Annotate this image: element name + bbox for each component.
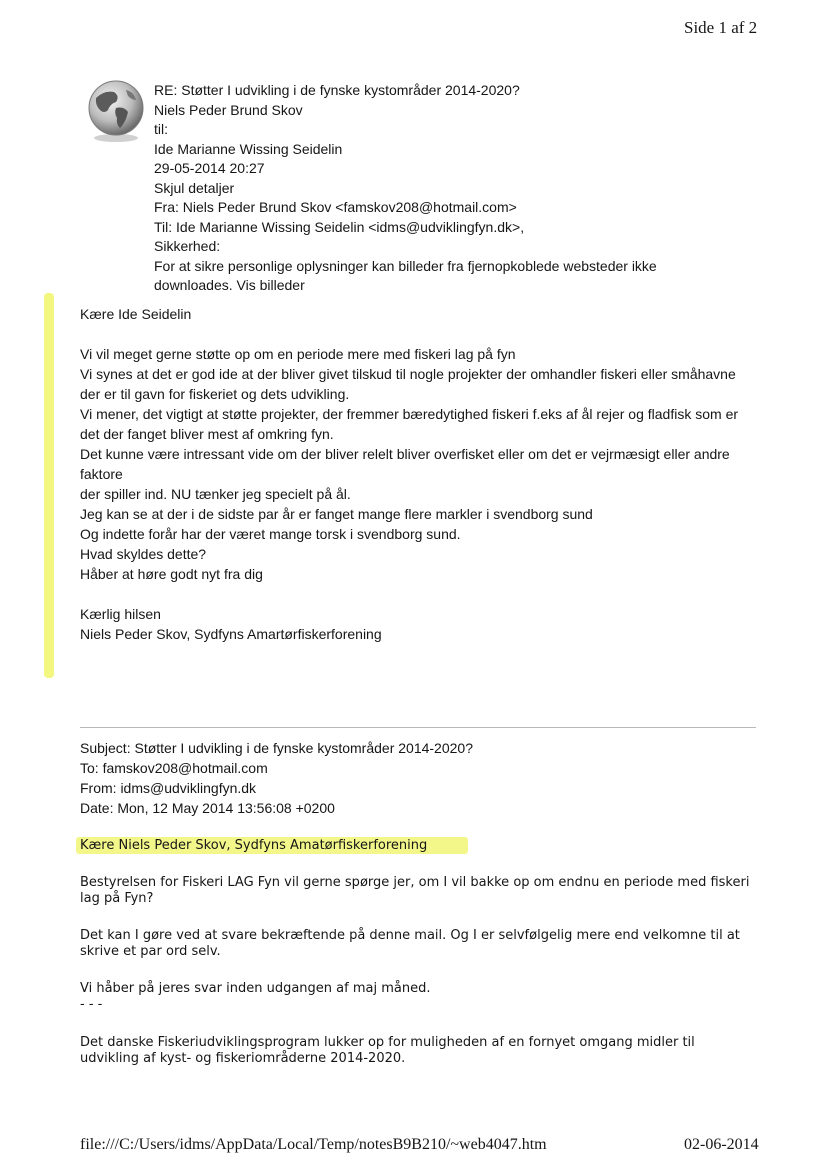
to-line: Til: Ide Marianne Wissing Seidelin <idms@udviklingfyn.dk>, xyxy=(154,218,525,235)
reply-line: Vi mener, det vigtigt at støtte projekter, der fremmer bæredytighed fiskeri f.eks af ål rejer og fladfisk som er det der fanget bliver mest af omkring fyn. xyxy=(80,406,739,442)
email-header xyxy=(154,81,754,296)
sender-name: Niels Peder Brund Skov xyxy=(154,101,303,118)
original-paragraph: Bestyrelsen for Fiskeri LAG Fyn vil gerne spørge jer, om I vil bakke op om endnu en periode med fiskeri lag på Fyn? xyxy=(80,875,750,906)
reply-line: Hvad skyldes dette? xyxy=(80,546,207,562)
reply-line: Og indette forår har der været mange torsk i svendborg sund. xyxy=(80,526,461,542)
original-separator: - - - xyxy=(80,997,103,1012)
original-header xyxy=(80,738,473,818)
security-notice: For at sikre personlige oplysninger kan billeder fra fjernopkoblede websteder ikke downloades. Vis billeder xyxy=(154,257,657,293)
reply-line: Håber at høre godt nyt fra dig xyxy=(80,566,263,582)
original-paragraph: Vi håber på jeres svar inden udgangen af maj måned. xyxy=(80,981,431,996)
page-number: Side 1 af 2 xyxy=(684,18,758,37)
margin-highlight xyxy=(44,293,54,678)
to-label: til: xyxy=(154,121,168,137)
original-to: To: famskov208@hotmail.com xyxy=(80,760,268,776)
reply-line: der spiller ind. NU tænker jeg specielt på ål. xyxy=(80,486,351,502)
reply-line: Det kunne være intressant vide om der bliver relelt bliver overfisket eller om det er vejrmæsigt eller andre faktore xyxy=(80,446,730,482)
reply-line: Vi vil meget gerne støtte op om en periode mere med fiskeri lag på fyn xyxy=(80,346,516,362)
original-paragraph: Det kan I gøre ved at svare bekræftende på denne mail. Og I er selvfølgelig mere end velkomne til at skrive et par ord selv. xyxy=(80,928,740,959)
security-label: Sikkerhed: xyxy=(154,238,221,254)
hide-details-link[interactable]: Skjul detaljer xyxy=(154,179,235,196)
reply-body xyxy=(80,304,760,644)
reply-greeting: Kære Ide Seidelin xyxy=(80,306,192,322)
footer-date: 02-06-2014 xyxy=(684,1136,759,1153)
from-line: Fra: Niels Peder Brund Skov <famskov208@hotmail.com> xyxy=(154,199,517,215)
reply-signature: Niels Peder Skov, Sydfyns Amartørfiskerforening xyxy=(80,626,382,642)
reply-closing: Kærlig hilsen xyxy=(80,606,161,622)
original-salutation: Kære Niels Peder Skov, Sydfyns Amatørfiskerforening xyxy=(80,838,428,853)
original-subject: Subject: Støtter I udvikling i de fynske kystområder 2014-2020? xyxy=(80,740,473,756)
footer-file-path: file:///C:/Users/idms/AppData/Local/Temp/notesB9B210/~web4047.htm xyxy=(80,1136,547,1153)
recipient-name: Ide Marianne Wissing Seidelin xyxy=(154,140,343,157)
original-from: From: idms@udviklingfyn.dk xyxy=(80,780,257,796)
original-date: Date: Mon, 12 May 2014 13:56:08 +0200 xyxy=(80,800,335,816)
reply-line: der er til gavn for fiskeriet og dets udvikling. xyxy=(80,386,350,402)
email-subject: RE: Støtter I udvikling i de fynske kystområder 2014-2020? xyxy=(154,82,520,98)
sent-datetime: 29-05-2014 20:27 xyxy=(154,160,265,176)
reply-line: Vi synes at det er god ide at der bliver givet tilskud til nogle projekter der omhandler fiskeri eller småhavne xyxy=(80,366,736,382)
original-body xyxy=(80,838,750,1067)
message-divider xyxy=(80,727,756,728)
reply-line: Jeg kan se at der i de sidste par år er fanget mange flere markler i svendborg sund xyxy=(80,506,593,522)
original-paragraph: Det danske Fiskeriudviklingsprogram lukker op for muligheden af en fornyet omgang midler til udvikling af kyst- og fiskeriområderne 2014-2020. xyxy=(80,1035,695,1066)
globe-avatar-icon xyxy=(86,78,146,144)
